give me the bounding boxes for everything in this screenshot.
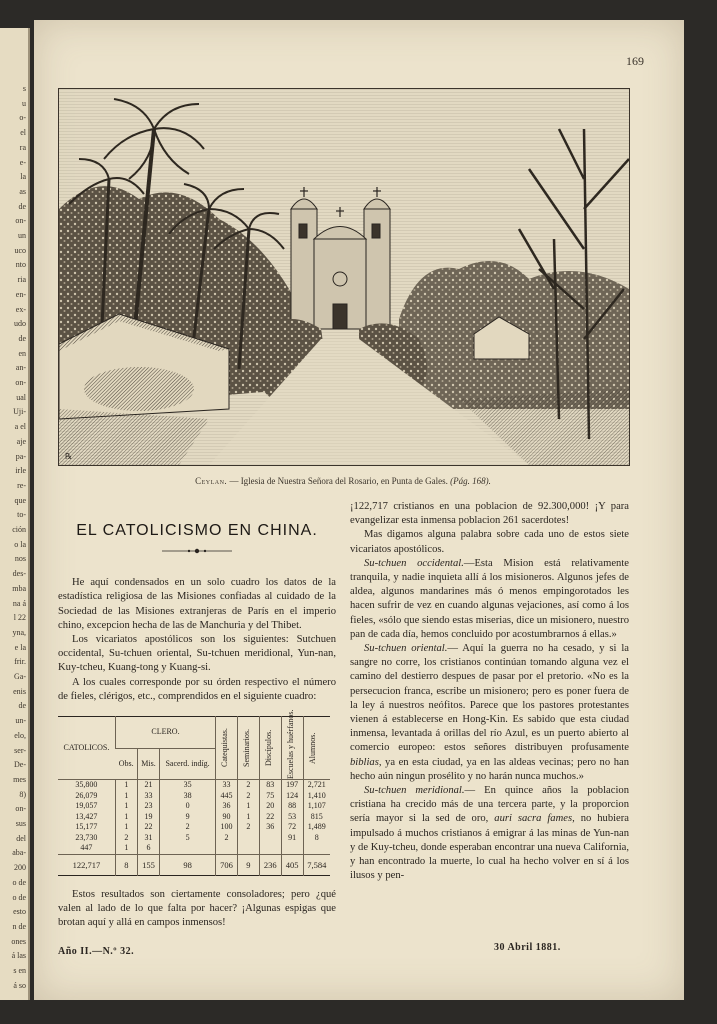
facing-page-text-fragment: yna, (12, 627, 26, 637)
page-number: 169 (626, 54, 644, 68)
facing-page-text-fragment: ex- (15, 304, 26, 314)
statistics-table (58, 709, 330, 876)
table-total-cell: 706 (216, 854, 238, 875)
table-cell (216, 843, 238, 854)
illustration-caption (58, 476, 628, 486)
facing-page-text-fragment: o la (14, 539, 26, 549)
facing-page-text-fragment: á las (11, 951, 26, 961)
table-cell (303, 843, 330, 854)
table-cell: 1 (237, 801, 259, 812)
article-title: EL CATOLICISMO EN CHINA. (76, 522, 318, 539)
table-cell: 23 (137, 801, 159, 812)
facing-page-text-fragment: el (20, 128, 26, 138)
caption-place: Ceylan. (195, 476, 228, 486)
table-cell: 447 (80, 843, 93, 853)
table-cell: 2 (237, 791, 259, 802)
caption-text: — Iglesia de Nuestra Señora del Rosario, en Punta de Gales. (229, 476, 448, 486)
table-cell (259, 843, 281, 854)
magazine-page (34, 20, 684, 1000)
footer-date: 30 Abril 1881. (494, 942, 561, 953)
col-header-catolicos: CATOLICOS. (58, 717, 115, 780)
table-cell: 36 (259, 822, 281, 833)
engraver-mark: ℞ (65, 452, 73, 461)
table-cell (237, 833, 259, 844)
table-cell: 445 (216, 791, 238, 802)
facing-page-edge (0, 28, 30, 1000)
section-meridional-text-a: — En quince años la poblacion cristiana ha crecido más de una tercera parte, y la proporcion sería mayor si la sed de oro, (350, 785, 629, 825)
facing-page-text-fragment: aje (16, 436, 26, 446)
right-column (350, 500, 629, 883)
facing-page-text-fragment: uco (14, 245, 26, 255)
table-cell: 2 (160, 822, 216, 833)
paragraph-vicariates: Los vicariatos apostólicos son los siguientes: Sutchuen occidental, Su-tchuen oriental, Su-tchuen meridional, Yun-nan, Kuy-tcheu, Kuang-tong y Kuang-si. (58, 634, 336, 674)
col-header-sacerd: Sacerd. indíg. (160, 748, 216, 780)
table-cell (160, 843, 216, 854)
table-cell: 19,057 (75, 801, 98, 811)
table-row (58, 833, 330, 844)
table-row (58, 780, 330, 791)
table-cell: 13,427 (75, 811, 98, 821)
table-cell: 53 (281, 812, 303, 823)
facing-page-text-fragment: 8) (19, 789, 26, 799)
paragraph-intro: He aquí condensados en un solo cuadro los datos de la estadística religiosa de las Misiones confiadas al cuidado de la Sociedad de las Misiones extranjeras de París en el imperio chino, excepcion hecha de las de Manchuria y del Thibet. (58, 577, 336, 631)
table-total-cell: 155 (137, 854, 159, 875)
table-cell: 9 (160, 812, 216, 823)
facing-page-text-fragment: en- (15, 289, 26, 299)
facing-page-text-fragment: de (18, 201, 26, 211)
facing-page-text-fragment: la (20, 172, 26, 182)
table-cell: 15,177 (75, 822, 98, 832)
table-cell: 33 (216, 780, 238, 791)
table-total-cell: 7,584 (303, 854, 330, 875)
table-total-cell: 405 (281, 854, 303, 875)
facing-page-text-fragment: ual (16, 392, 26, 402)
table-total-cell: 122,717 (58, 854, 115, 875)
facing-page-text-fragment: e- (19, 157, 26, 167)
col-header-clero: CLERO. (115, 717, 215, 749)
facing-page-text-fragment: irle (15, 466, 26, 476)
facing-page-text-fragment: as (19, 186, 26, 196)
table-row (58, 801, 330, 812)
paragraph-population: ¡122,717 cristianos en una poblacion de 92.300,000! ¡Y para evangelizar esta inmensa poblacion 261 sacerdotes! (350, 501, 629, 527)
table-total-cell: 98 (160, 854, 216, 875)
caption-page-ref: (Pág. 168). (450, 476, 491, 486)
table-row (58, 843, 330, 854)
col-header-obs: Obs. (115, 748, 137, 780)
table-cell: 1 (115, 780, 137, 791)
table-cell: 2,721 (303, 780, 330, 791)
section-occidental (350, 557, 629, 642)
table-cell: 6 (137, 843, 159, 854)
table-cell: 1 (115, 822, 137, 833)
table-cell: 22 (259, 812, 281, 823)
facing-page-text-fragment: que (14, 495, 26, 505)
col-header-discipulos: Discípulos. (263, 729, 273, 767)
table-cell: 35,800 (75, 780, 98, 790)
section-oriental-text-a: — Aquí la guerra no ha cesado, y si la sangre no corre, los cristianos continúan tomando alguna vez el camino del destierro despues de pasar por el pretorio. «No es la persecucion franca, escribe un misionero; pero es poner fuera de la ley á nuestros neófitos. Parece que los pastores protestantes vienen á establecerse en Hong-Kin. Es sabido que esta ciudad inmensa, levantada á orillas del río Azul, es un puerto abierto al comercio europeo: estos señores distribuyen profusamente (350, 643, 629, 754)
col-header-escuelas: Escuelas y huérfanos. (285, 709, 295, 780)
facing-page-text-fragment: ción (12, 525, 26, 534)
facing-page-text-fragment: frir. (14, 657, 26, 667)
table-cell: 2 (237, 780, 259, 791)
section-oriental (350, 642, 629, 784)
table-total-cell: 8 (115, 854, 137, 875)
facing-page-text-fragment: to- (17, 510, 26, 520)
facing-page-text-fragment: udo (14, 319, 26, 329)
table-cell: 1,410 (303, 791, 330, 802)
col-header-catequistas: Catequistas. (220, 728, 230, 768)
title-ornament-icon (162, 548, 232, 554)
facing-page-text-fragment: on- (15, 804, 26, 814)
section-meridional-name: Su-tchuen meridional. (364, 785, 465, 797)
table-cell: 91 (281, 833, 303, 844)
table-cell: 1 (237, 812, 259, 823)
facing-page-text-fragment: á so (13, 980, 26, 990)
facing-page-text-fragment: s en (13, 966, 26, 975)
table-cell: 75 (259, 791, 281, 802)
table-cell: 22 (137, 822, 159, 833)
section-oriental-text-b: ya en esta ciudad, ya en las aldeas vecinas; pero no han hecho aún ningun prosélito y no harán nunca muchos.» (350, 756, 629, 782)
table-cell: 0 (160, 801, 216, 812)
facing-page-text-fragment: Uji- (13, 407, 26, 417)
table-cell (259, 833, 281, 844)
section-meridional-text-b: no hubiera impulsado á muchos cristianos á emigrar á las minas de Yun-nan y de Kuy-tcheu, donde esperaban encontrar una nueva California, y han encontrado la muerte, lo cual ha hecho volver en sí á los ilusos y pen- (350, 813, 629, 882)
section-oriental-biblias: biblias, (350, 756, 382, 768)
paragraph-closing: Estos resultados son ciertamente consoladores; pero ¿qué valen al lado de lo que falta por hacer? ¡Algunas espigas que brotan aquí y allá en campos inmensos! (58, 888, 336, 929)
table-cell: 1,489 (303, 822, 330, 833)
facing-page-text-fragment: elo, (14, 730, 26, 740)
table-cell: 1 (115, 801, 137, 812)
facing-page-text-fragment: en (18, 348, 26, 358)
facing-page-text-fragment: an- (15, 363, 26, 373)
facing-page-text-fragment: 200 (14, 863, 26, 873)
facing-page-text-fragment: e la (14, 642, 26, 652)
facing-page-text-fragment: on- (15, 216, 26, 226)
table-total-cell: 9 (237, 854, 259, 875)
facing-page-text-fragment: pa- (15, 451, 26, 461)
table-total-cell: 236 (259, 854, 281, 875)
facing-page-text-fragment: De- (14, 760, 26, 770)
section-oriental-name: Su-tchuen oriental. (364, 643, 448, 655)
facing-page-text-fragment: mes (13, 774, 26, 784)
facing-page-text-fragment: un- (15, 716, 26, 726)
paragraph-table-intro: A los cuales corresponde por su órden respectivo el número de fieles, clérigos, etc., comprendidos en el siguiente cuadro: (58, 676, 336, 702)
table-cell: 23,730 (75, 832, 98, 842)
table-cell: 36 (216, 801, 238, 812)
facing-page-text-fragment: Ga- (14, 672, 26, 681)
table-cell: 26,079 (75, 790, 98, 800)
facing-page-text-fragment: ser- (14, 745, 26, 755)
facing-page-text-fragment: nto (15, 260, 26, 270)
col-header-mis: Mis. (137, 748, 159, 780)
left-column (58, 500, 336, 930)
facing-page-text-fragment: enis (13, 686, 26, 696)
table-cell: 31 (137, 833, 159, 844)
table-cell: 2 (237, 822, 259, 833)
facing-page-text-fragment: re- (17, 480, 26, 490)
table-cell: 33 (137, 791, 159, 802)
facing-page-text-fragment: o de (12, 877, 26, 887)
table-totals-row (58, 854, 330, 875)
table-cell: 124 (281, 791, 303, 802)
facing-page-text-fragment: de (18, 701, 26, 711)
section-meridional (350, 784, 629, 883)
section-meridional-latin: auri sacra fames, (494, 813, 575, 825)
facing-page-text-fragment: a el (14, 422, 26, 432)
section-occidental-text: —Esta Mision está relativamente tranquila, y nadie inquieta allí á los misioneros. Algunos jefes de aldea, algunos mandarines más ó menos empingorotados les hacen sufrir de vez en cuando algunas vejaciones, así como á los fieles, «sólo que siendo estas miserias, dice un misionero, nuestro pan de cada día, hemos concluido por acostumbrarnos á ellas.» (350, 557, 629, 640)
paragraph-vicariates-intro: Mas digamos alguna palabra sobre cada uno de estos siete vicariatos apostólicos. (350, 529, 629, 555)
table-row (58, 822, 330, 833)
facing-page-text-fragment: sus (15, 819, 26, 828)
facing-page-text-fragment: nos (14, 554, 26, 564)
table-cell: 19 (137, 812, 159, 823)
table-cell: 1 (115, 812, 137, 823)
facing-page-text-fragment: ria (17, 275, 26, 285)
table-cell: 35 (160, 780, 216, 791)
table-cell: 5 (160, 833, 216, 844)
facing-page-text-fragment: de (18, 333, 26, 343)
table-cell: 90 (216, 812, 238, 823)
table-cell: 1,107 (303, 801, 330, 812)
table-cell: 815 (303, 812, 330, 823)
table-cell: 38 (160, 791, 216, 802)
facing-page-text-fragment: esto (13, 907, 26, 917)
table-cell: 88 (281, 801, 303, 812)
section-occidental-name: Su-tchuen occidental. (364, 557, 464, 569)
facing-page-text-fragment: on- (15, 378, 26, 387)
table-cell (237, 843, 259, 854)
facing-page-text-fragment: na á (12, 598, 26, 608)
table-cell: 21 (137, 780, 159, 791)
table-cell: 1 (115, 791, 137, 802)
facing-page-text-fragment: o de (12, 892, 26, 902)
table-cell: 2 (216, 833, 238, 844)
col-header-alumnos: Alumnos. (307, 732, 317, 764)
facing-page-text-fragment: n de (12, 921, 26, 931)
table-cell: 2 (115, 833, 137, 844)
facing-page-text-fragment: u (22, 98, 26, 108)
footer-issue: Año II.—N.º 32. (58, 946, 135, 957)
facing-page-text-fragment: aba- (12, 848, 26, 858)
facing-page-text-fragment: s (22, 84, 26, 93)
facing-page-text-fragment: ones (11, 936, 26, 946)
table-cell: 83 (259, 780, 281, 791)
facing-page-text-fragment: des- (12, 569, 26, 579)
table-cell: 8 (303, 833, 330, 844)
table-cell: 72 (281, 822, 303, 833)
col-header-seminarios: Seminarios. (241, 729, 251, 768)
facing-page-text-fragment: un (18, 231, 26, 240)
facing-page-text-fragment: del (16, 833, 26, 843)
engraving-illustration (58, 88, 630, 466)
table-cell: 197 (281, 780, 303, 791)
table-cell: 1 (115, 843, 137, 854)
table-cell: 100 (216, 822, 238, 833)
table-cell (281, 843, 303, 854)
table-cell: 20 (259, 801, 281, 812)
facing-page-text-fragment: mba (12, 583, 26, 593)
table-row (58, 812, 330, 823)
facing-page-text-fragment: l 22 (13, 613, 26, 623)
table-row (58, 791, 330, 802)
table-body (58, 780, 330, 855)
facing-page-text-fragment: o- (19, 113, 26, 123)
facing-page-text-fragment: ra (19, 142, 26, 152)
